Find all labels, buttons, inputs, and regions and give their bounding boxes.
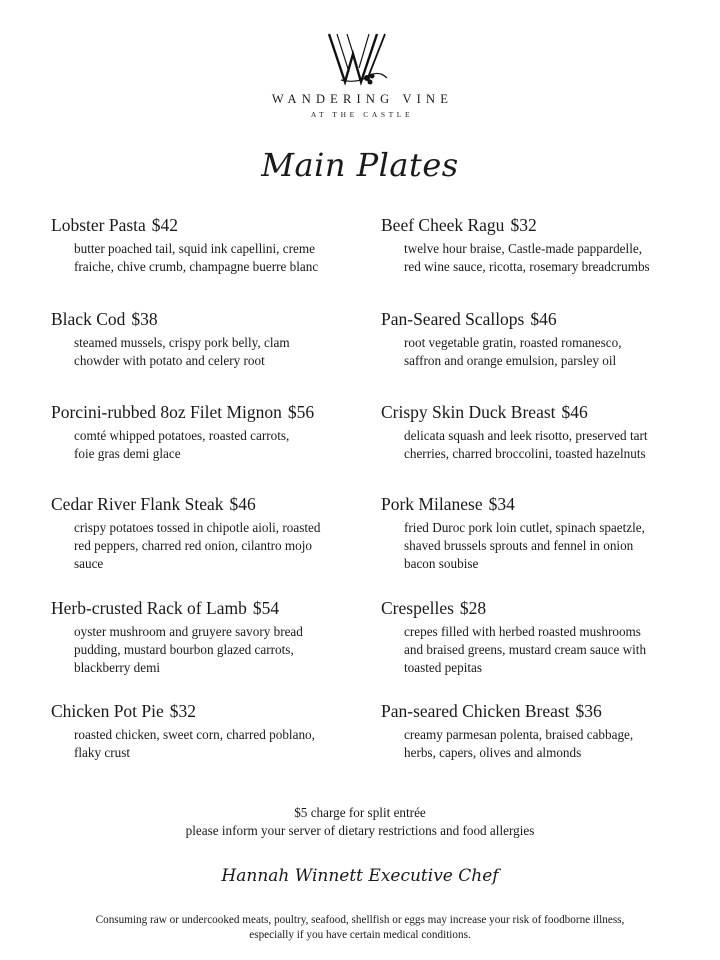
description-line: comté whipped potatoes, roasted carrots, xyxy=(74,428,290,443)
description-line: toasted pepitas xyxy=(404,660,483,675)
menu-item xyxy=(381,493,691,573)
menu-item-price: $36 xyxy=(575,701,602,721)
description-line: twelve hour braise, Castle-made pappardelle, xyxy=(404,241,643,256)
disclaimer-line: Consuming raw or undercooked meats, poultry, seafood, shellfish or eggs may increase your risk of foodborne illness, xyxy=(95,914,625,926)
menu-item-title xyxy=(381,700,691,722)
vine-logo-icon xyxy=(323,32,397,90)
description-line: crispy potatoes tossed in chipotle aioli, roasted xyxy=(74,520,321,535)
description-line: herbs, capers, olives and almonds xyxy=(404,745,582,760)
restaurant-name: WANDERING VINE xyxy=(271,92,454,106)
menu-item-price: $54 xyxy=(252,598,280,618)
menu-item-title xyxy=(381,597,691,619)
restaurant-subtitle: AT THE CASTLE xyxy=(310,110,414,119)
menu-item xyxy=(51,597,361,677)
menu-item-name: Chicken Pot Pie xyxy=(51,701,164,721)
menu-item xyxy=(51,493,361,573)
menu-item-name: Pork Milanese xyxy=(381,494,483,514)
menu-item-description xyxy=(381,334,691,370)
menu-item-price: $46 xyxy=(561,402,588,422)
menu-heading: Main Plates xyxy=(261,146,459,184)
menu-item-description xyxy=(381,427,691,463)
menu-item-price: $38 xyxy=(131,309,158,329)
description-line: blackberry demi xyxy=(74,660,161,675)
menu-item-description xyxy=(381,519,691,573)
menu-item-description xyxy=(51,334,361,370)
description-line: steamed mussels, crispy pork belly, clam xyxy=(74,335,290,350)
menu-item xyxy=(381,214,691,276)
menu-item-name: Crespelles xyxy=(381,598,454,618)
menu-item-title xyxy=(381,493,691,515)
menu-item-description xyxy=(51,240,361,276)
menu-item xyxy=(51,308,361,370)
menu-item-price: $42 xyxy=(151,215,179,235)
description-line: crepes filled with herbed roasted mushrooms xyxy=(404,624,641,639)
menu-item-name: Porcini-rubbed 8oz Filet Mignon xyxy=(51,402,282,422)
menu-item-name: Black Cod xyxy=(51,309,126,329)
description-line: chowder with potato and celery root xyxy=(74,353,265,368)
menu-item-description xyxy=(51,519,361,573)
menu-item xyxy=(51,214,361,276)
menu-item-price: $34 xyxy=(488,494,515,514)
description-line: saffron and orange emulsion, parsley oil xyxy=(404,353,617,368)
menu-item-name: Beef Cheek Ragu xyxy=(381,215,505,235)
menu-item-description xyxy=(51,623,361,677)
menu-notes xyxy=(0,804,720,840)
description-line: butter poached tail, squid ink capellini, creme xyxy=(74,241,315,256)
menu-item-price: $46 xyxy=(530,309,557,329)
menu-item xyxy=(51,700,361,762)
description-line: fried Duroc pork loin cutlet, spinach spaetzle, xyxy=(404,520,645,535)
menu-item-price: $32 xyxy=(510,215,537,235)
menu-item-price: $56 xyxy=(287,402,315,422)
disclaimer-line: especially if you have certain medical conditions. xyxy=(249,929,471,941)
description-line: fraiche, chive crumb, champagne buerre blanc xyxy=(74,259,319,274)
menu-item-title xyxy=(51,214,361,236)
description-line: sauce xyxy=(74,556,104,571)
menu-item-title xyxy=(381,308,691,330)
split-charge-note: $5 charge for split entrée xyxy=(294,805,426,820)
menu-item-title xyxy=(51,401,361,423)
menu-item-price: $28 xyxy=(459,598,487,618)
menu-item-price: $32 xyxy=(169,701,197,721)
description-line: red wine sauce, ricotta, rosemary breadcrumbs xyxy=(404,259,650,274)
menu-item-title xyxy=(381,214,691,236)
menu-item-name: Crispy Skin Duck Breast xyxy=(381,402,556,422)
menu-item-description xyxy=(51,427,361,463)
description-line: roasted chicken, sweet corn, charred poblano, xyxy=(74,727,315,742)
food-safety-disclaimer xyxy=(0,913,720,943)
description-line: and braised greens, mustard cream sauce with xyxy=(404,642,647,657)
menu-item-title xyxy=(381,401,691,423)
menu-item-description xyxy=(51,726,361,762)
menu-item-name: Lobster Pasta xyxy=(51,215,146,235)
description-line: bacon soubise xyxy=(404,556,479,571)
menu-item xyxy=(381,308,691,370)
menu-item xyxy=(381,700,691,762)
description-line: flaky crust xyxy=(74,745,131,760)
menu-item xyxy=(51,401,361,463)
menu-item-title xyxy=(51,597,361,619)
menu-item xyxy=(381,401,691,463)
menu-item-name: Cedar River Flank Steak xyxy=(51,494,224,514)
description-line: foie gras demi glace xyxy=(74,446,181,461)
dietary-note: please inform your server of dietary restrictions and food allergies xyxy=(185,823,535,838)
description-line: pudding, mustard bourbon glazed carrots, xyxy=(74,642,294,657)
menu-item-price: $46 xyxy=(229,494,256,514)
description-line: root vegetable gratin, roasted romanesco, xyxy=(404,335,622,350)
menu-item-title xyxy=(51,308,361,330)
menu-item-name: Pan-seared Chicken Breast xyxy=(381,701,570,721)
menu-item-description xyxy=(381,240,691,276)
description-line: creamy parmesan polenta, braised cabbage, xyxy=(404,727,634,742)
chef-signature: Hannah Winnett Executive Chef xyxy=(221,866,499,886)
restaurant-logo xyxy=(0,32,720,119)
description-line: shaved brussels sprouts and fennel in onion xyxy=(404,538,634,553)
menu-item xyxy=(381,597,691,677)
menu-item-description xyxy=(381,623,691,677)
menu-item-description xyxy=(381,726,691,762)
menu-item-title xyxy=(51,700,361,722)
description-line: delicata squash and leek risotto, preserved tart xyxy=(404,428,648,443)
description-line: red peppers, charred red onion, cilantro mojo xyxy=(74,538,313,553)
menu-item-name: Herb-crusted Rack of Lamb xyxy=(51,598,247,618)
menu-item-title xyxy=(51,493,361,515)
menu-item-name: Pan-Seared Scallops xyxy=(381,309,525,329)
description-line: cherries, charred broccolini, toasted hazelnuts xyxy=(404,446,646,461)
description-line: oyster mushroom and gruyere savory bread xyxy=(74,624,303,639)
